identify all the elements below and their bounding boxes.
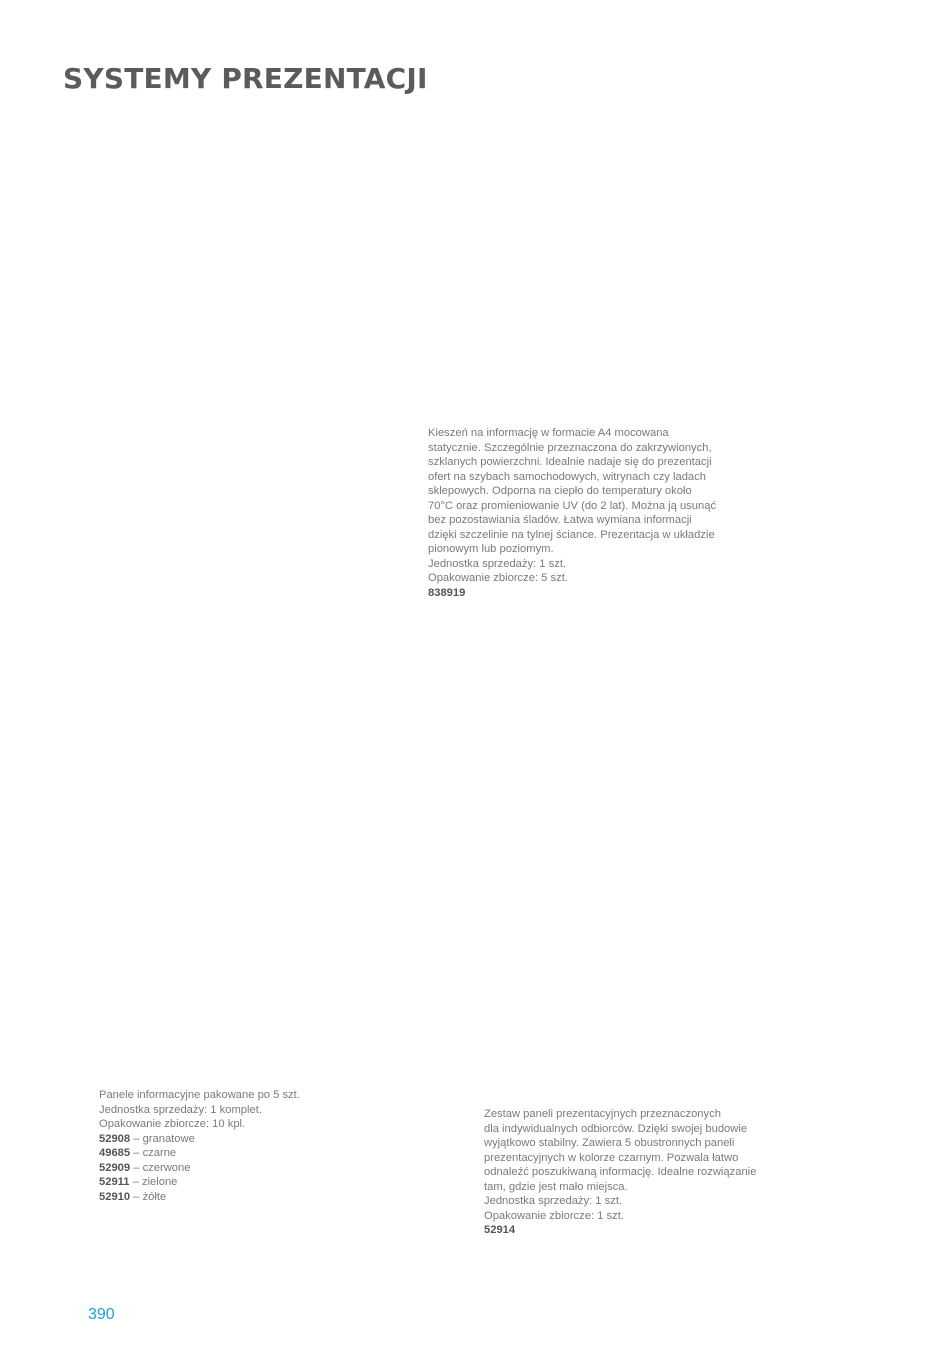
description-line: bez pozostawiania śladów. Łatwa wymiana informacji <box>428 514 692 526</box>
variant-color: – zielone <box>129 1176 178 1188</box>
variant-code: 49685 <box>99 1147 131 1159</box>
description-line: Zestaw paneli prezentacyjnych przeznaczonych <box>484 1108 721 1120</box>
description-line: prezentacyjnych w kolorze czarnym. Pozwala łatwo <box>484 1151 739 1164</box>
page-number: 390 <box>88 1306 115 1323</box>
description-line: Panele informacyjne pakowane po 5 szt. <box>99 1089 300 1101</box>
description-line: dla indywidualnych odbiorców. Dzięki swojej budowie <box>484 1122 748 1135</box>
product-description-panels <box>99 1088 339 1204</box>
description-line: statycznie. Szczególnie przeznaczona do zakrzywionych, <box>428 441 712 454</box>
variant-row <box>99 1161 339 1176</box>
product-code: 52914 <box>484 1224 516 1236</box>
description-line: dzięki szczelinie na tylnej ściance. Prezentacja w układzie <box>428 528 715 541</box>
variant-color: – czarne <box>130 1147 177 1159</box>
variant-code: 52910 <box>99 1190 131 1203</box>
variant-color: – żółte <box>130 1190 167 1203</box>
bulk-packaging: Opakowanie zbiorcze: 5 szt. <box>428 572 568 584</box>
variant-code: 52908 <box>99 1132 131 1145</box>
product-description-panel-set <box>484 1107 774 1238</box>
description-line: pionowym lub poziomym. <box>428 543 554 555</box>
variant-row <box>99 1146 339 1161</box>
variant-code: 52909 <box>99 1161 131 1174</box>
variant-code: 52911 <box>99 1176 130 1188</box>
description-line: Kieszeń na informację w formacie A4 mocowana <box>428 427 669 439</box>
bulk-packaging: Opakowanie zbiorcze: 10 kpl. <box>99 1118 246 1130</box>
description-line: ofert na szybach samochodowych, witrynach czy ladach <box>428 470 706 483</box>
description-line: szklanych powierzchni. Idealnie nadaje się do prezentacji <box>428 456 712 468</box>
page-title: SYSTEMY PREZENTACJI <box>63 62 428 95</box>
sales-unit: Jednostka sprzedaży: 1 szt. <box>428 557 567 570</box>
product-description-pocket <box>428 426 738 600</box>
sales-unit: Jednostka sprzedaży: 1 szt. <box>484 1195 623 1207</box>
variant-row <box>99 1175 339 1190</box>
product-code: 838919 <box>428 586 466 599</box>
description-line: sklepowych. Odporna na ciepło do temperatury około <box>428 485 692 497</box>
description-line: tam, gdzie jest mało miejsca. <box>484 1180 628 1193</box>
sales-unit: Jednostka sprzedaży: 1 komplet. <box>99 1103 262 1116</box>
variant-row <box>99 1190 339 1205</box>
description-line: wyjątkowo stabilny. Zawiera 5 obustronnych paneli <box>484 1137 735 1149</box>
description-line: 70°C oraz promieniowanie UV (do 2 lat). Można ją usunąć <box>428 499 717 512</box>
variant-row <box>99 1132 339 1147</box>
description-line: odnaleźć poszukiwaną informację. Idealne rozwiązanie <box>484 1166 757 1178</box>
variant-color: – czerwone <box>130 1161 191 1174</box>
variant-color: – granatowe <box>130 1132 195 1145</box>
bulk-packaging: Opakowanie zbiorcze: 1 szt. <box>484 1209 624 1222</box>
